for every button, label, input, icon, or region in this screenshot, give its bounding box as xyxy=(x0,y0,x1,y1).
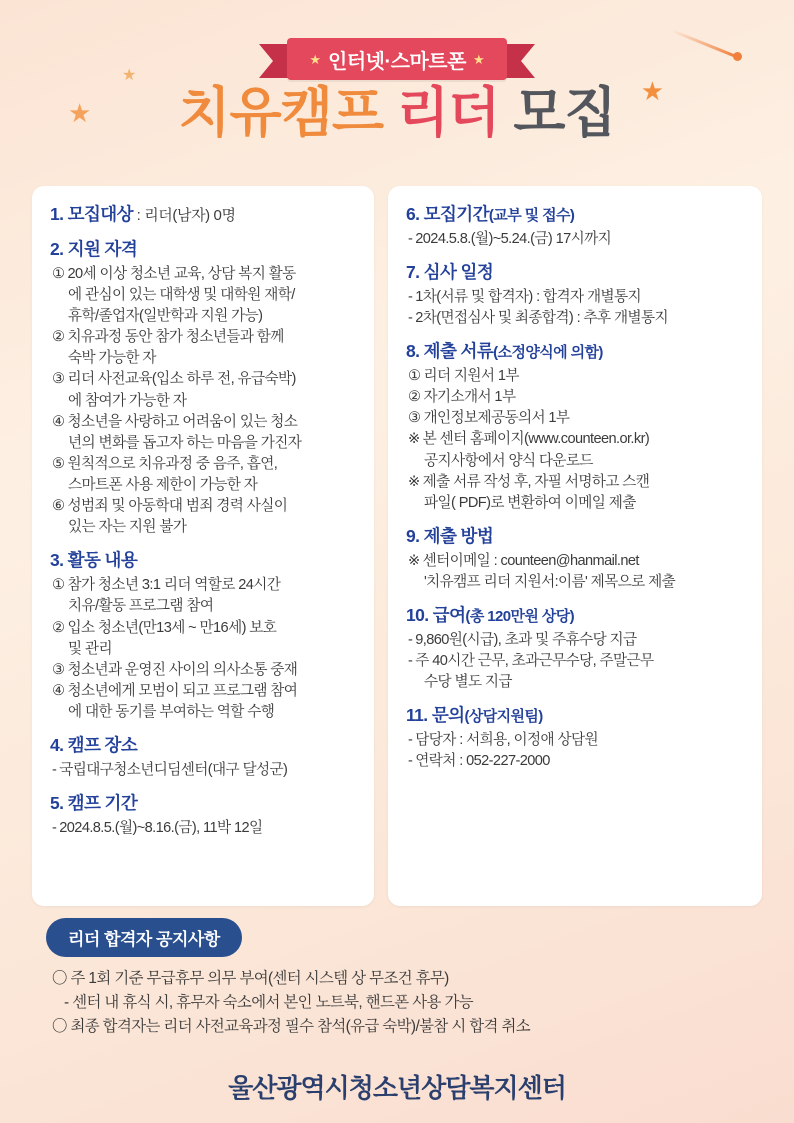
line-text: 주 40시간 근무, 초과근무수당, 주말근무 xyxy=(415,653,654,669)
section-number: 3. xyxy=(50,550,64,571)
line-text: 본 센터 홈페이지(www.counteen.or.kr) xyxy=(422,431,650,448)
section-line xyxy=(52,702,356,722)
section-number: 6. xyxy=(406,204,420,224)
star-decoration-icon: ★ xyxy=(122,67,137,84)
line-text: 치유과정 동안 참가 청소년들과 함께 xyxy=(67,329,284,346)
line-text: 담당자 : 서희용, 이정애 상담원 xyxy=(415,732,598,749)
notice-line: 〇 최종 합격자는 리더 사전교육과정 필수 참석(유급 숙박)/불참 시 합격 취소 xyxy=(52,1017,531,1035)
section-line xyxy=(408,672,744,692)
section-line xyxy=(408,451,744,471)
section-heading xyxy=(406,705,744,727)
section-lines xyxy=(50,818,356,838)
line-marker: ④ xyxy=(52,413,65,430)
section-heading xyxy=(406,526,744,548)
line-text: 청소년에게 모범이 되고 프로그램 참여 xyxy=(67,682,298,699)
section-line xyxy=(52,818,356,838)
line-marker: - xyxy=(408,288,413,305)
section-number: 4. xyxy=(50,735,64,756)
line-text: 숙박 가능한 자 xyxy=(68,350,156,367)
section-heading xyxy=(406,341,744,363)
section-number: 8. xyxy=(406,341,420,362)
section-heading xyxy=(406,262,744,284)
section-lines xyxy=(406,229,744,249)
poster-header xyxy=(0,0,794,178)
section-heading xyxy=(50,204,356,226)
section-line xyxy=(408,651,744,671)
line-text: 파일( PDF)로 변환하여 이메일 제출 xyxy=(424,494,636,511)
line-marker: - xyxy=(408,310,413,326)
line-marker: ② xyxy=(408,389,421,406)
line-marker: ③ xyxy=(408,410,421,427)
section-line xyxy=(52,681,356,701)
section-line xyxy=(408,472,744,492)
notice-badge: 리더 합격자 공지사항 xyxy=(46,918,242,957)
line-text: 원칙적으로 치유과정 중 음주, 흡연, xyxy=(67,455,278,472)
line-marker: ③ xyxy=(52,661,65,678)
section-line xyxy=(408,366,744,386)
section-line xyxy=(52,760,356,780)
notice-list xyxy=(32,967,762,1039)
page-title xyxy=(0,84,794,143)
section-line xyxy=(52,264,356,284)
line-text: 에 참여가 가능한 자 xyxy=(68,392,187,409)
info-section xyxy=(406,204,744,249)
section-line xyxy=(52,433,356,453)
section-line xyxy=(408,408,744,428)
section-lines xyxy=(406,287,744,328)
section-title-sub: (총 120만원 상당) xyxy=(465,608,575,625)
info-section xyxy=(50,793,356,838)
section-line xyxy=(52,618,356,638)
section-heading xyxy=(50,550,356,572)
section-heading xyxy=(406,605,744,627)
line-text: 입소 청소년(만13세 ~ 만16세) 보호 xyxy=(67,619,277,636)
line-text: 센터이메일 : counteen@hanmail.net xyxy=(422,552,639,569)
info-section xyxy=(50,735,356,780)
line-marker: ⑤ xyxy=(52,455,65,472)
line-marker: ③ xyxy=(52,371,65,388)
content-columns xyxy=(32,186,762,906)
notice-section xyxy=(32,918,762,1039)
line-text: 9,860원(시급), 초과 및 주휴수당 지급 xyxy=(415,631,637,648)
line-text: 청소년과 운영진 사이의 의사소통 중재 xyxy=(67,661,298,678)
star-decoration-icon: ★ xyxy=(68,98,92,128)
ribbon-label: 인터넷·스마트폰 xyxy=(328,50,466,73)
line-text: 청소년을 사랑하고 어려움이 있는 청소 xyxy=(67,413,298,430)
line-text: 개인정보제공동의서 1부 xyxy=(423,410,570,427)
line-text: 있는 자는 지원 불가 xyxy=(68,519,187,536)
section-title: 모집기간 xyxy=(423,204,489,224)
section-number: 9. xyxy=(406,525,420,546)
section-lines xyxy=(406,366,744,513)
section-line xyxy=(408,751,744,771)
line-text: 및 관리 xyxy=(68,640,112,657)
line-text: 년의 변화를 돕고자 하는 마음을 가진자 xyxy=(68,434,302,451)
line-marker: - xyxy=(408,230,413,247)
section-line xyxy=(52,454,356,474)
section-line xyxy=(408,308,744,328)
line-text: 에 대한 동기를 부여하는 역할 수행 xyxy=(68,704,275,720)
section-title: 캠프 장소 xyxy=(67,735,138,756)
line-text: 휴학/졸업자(일반학과 지원 가능) xyxy=(68,308,263,324)
section-number: 5. xyxy=(50,793,64,814)
section-title-sub: (상담지원팀) xyxy=(464,708,543,726)
section-line xyxy=(52,575,356,595)
section-line xyxy=(52,517,356,537)
notice-line: 〇 주 1회 기준 무급휴무 의무 부여(센터 시스템 상 무조건 휴무) xyxy=(52,970,449,987)
line-marker: ⑥ xyxy=(52,498,65,515)
section-lines xyxy=(406,551,744,592)
line-marker: ① xyxy=(52,265,65,282)
line-text: 치유/활동 프로그램 참여 xyxy=(68,598,214,615)
section-lines xyxy=(406,730,744,771)
line-marker: ※ xyxy=(408,552,420,569)
line-text: 스마트폰 사용 제한이 가능한 자 xyxy=(68,477,258,493)
section-line xyxy=(408,229,744,249)
line-marker: ② xyxy=(52,329,65,346)
section-title: 제출 방법 xyxy=(423,525,494,546)
star-decoration-icon: ★ xyxy=(640,76,664,106)
organization-name: 울산광역시청소년상담복지센터 xyxy=(228,1073,566,1103)
line-marker: ① xyxy=(52,577,65,594)
line-marker: - xyxy=(408,753,413,770)
section-heading xyxy=(50,239,356,261)
line-text: '치유캠프 리더 지원서:이름' 제목으로 제출 xyxy=(424,573,676,590)
info-section xyxy=(50,204,356,226)
line-marker: - xyxy=(408,732,413,749)
line-text: 에 관심이 있는 대학생 및 대학원 재학/ xyxy=(68,286,295,303)
section-title: 지원 자격 xyxy=(67,238,138,259)
section-title: 급여 xyxy=(432,605,466,625)
line-marker: ※ xyxy=(408,431,420,448)
line-marker: ※ xyxy=(408,473,420,490)
section-line xyxy=(408,387,744,407)
info-section xyxy=(406,705,744,771)
title-part-1: 치유캠프 xyxy=(178,83,383,143)
info-section xyxy=(406,526,744,592)
left-info-card xyxy=(32,186,374,906)
section-lines xyxy=(50,575,356,722)
line-text: 2차(면접심사 및 최종합격) : 추후 개별통지 xyxy=(415,310,668,326)
line-text: 1차(서류 및 합격자) : 합격자 개별통지 xyxy=(415,288,641,305)
info-section xyxy=(406,262,744,328)
line-text: 수당 별도 지급 xyxy=(424,674,512,691)
section-line xyxy=(52,639,356,659)
line-text: 20세 이상 청소년 교육, 상담 복지 활동 xyxy=(67,265,296,282)
line-text: 성범죄 및 아동학대 범죄 경력 사실이 xyxy=(67,498,288,515)
info-section xyxy=(50,239,356,538)
ribbon-star-right-icon: ★ xyxy=(472,51,485,67)
line-text: 참가 청소년 3:1 리더 역할로 24시간 xyxy=(67,577,281,594)
line-text: 2024.5.8.(월)~5.24.(금) 17시까지 xyxy=(415,230,612,247)
line-text: 리더 사전교육(입소 하루 전, 유급숙박) xyxy=(67,371,296,388)
section-title: 심사 일정 xyxy=(423,262,494,282)
line-marker: - xyxy=(52,762,57,778)
section-line xyxy=(408,429,744,449)
section-line xyxy=(52,391,356,411)
title-part-2: 리더 xyxy=(397,83,500,143)
info-section xyxy=(406,605,744,692)
section-number: 11. xyxy=(406,705,428,726)
section-line xyxy=(52,285,356,305)
line-marker: ① xyxy=(408,368,421,384)
section-line xyxy=(52,369,356,389)
section-number: 7. xyxy=(406,262,420,282)
line-text: 자기소개서 1부 xyxy=(423,389,516,406)
notice-line: - 센터 내 휴식 시, 휴무자 숙소에서 본인 노트북, 핸드폰 사용 가능 xyxy=(64,993,473,1011)
section-line xyxy=(52,660,356,680)
section-heading xyxy=(50,735,356,757)
section-lines xyxy=(50,264,356,538)
info-section xyxy=(406,341,744,513)
ribbon-banner xyxy=(259,38,535,84)
section-line xyxy=(52,348,356,368)
section-title: 제출 서류 xyxy=(423,341,494,362)
line-marker: - xyxy=(408,631,413,648)
line-text: 공지사항에서 양식 다운로드 xyxy=(424,452,593,469)
section-line xyxy=(52,475,356,495)
section-title-sub: (교부 및 접수) xyxy=(488,207,575,224)
section-line xyxy=(52,596,356,616)
section-title-sub: (소정양식에 의함) xyxy=(493,344,603,362)
line-text: 연락처 : 052-227-2000 xyxy=(415,753,550,770)
section-line xyxy=(52,306,356,326)
line-marker: - xyxy=(52,820,57,836)
section-line xyxy=(408,630,744,650)
section-title: 문의 xyxy=(431,705,465,726)
section-lines xyxy=(406,630,744,692)
section-heading xyxy=(50,793,356,815)
ribbon-body xyxy=(287,38,507,80)
section-line xyxy=(408,572,744,592)
section-title-suffix: : 리더(남자) 0명 xyxy=(132,207,236,224)
section-number: 2. xyxy=(50,238,64,259)
right-info-card xyxy=(388,186,762,906)
line-text: 2024.8.5.(월)~8.16.(금), 11박 12일 xyxy=(59,820,263,836)
section-number: 10. xyxy=(406,605,429,625)
section-title: 활동 내용 xyxy=(67,550,138,571)
section-lines xyxy=(50,760,356,780)
line-marker: ② xyxy=(52,619,65,636)
line-text: 국립대구청소년디딤센터(대구 달성군) xyxy=(59,762,288,778)
section-line xyxy=(52,412,356,432)
line-marker: - xyxy=(408,653,413,669)
section-line xyxy=(408,287,744,307)
section-title: 모집대상 xyxy=(67,204,133,224)
line-text: 리더 지원서 1부 xyxy=(423,368,519,384)
info-section xyxy=(50,550,356,722)
section-line xyxy=(408,551,744,571)
comet-decoration-icon xyxy=(664,50,742,80)
section-number: 1. xyxy=(50,204,64,224)
section-line xyxy=(408,730,744,750)
line-marker: ④ xyxy=(52,682,65,699)
section-heading xyxy=(406,204,744,226)
title-part-3: 모집 xyxy=(513,83,616,143)
line-text: 제출 서류 작성 후, 자필 서명하고 스캔 xyxy=(422,473,650,490)
section-line xyxy=(52,327,356,347)
section-line xyxy=(52,496,356,516)
section-title: 캠프 기간 xyxy=(67,793,138,814)
ribbon-star-left-icon: ★ xyxy=(309,51,322,67)
section-line xyxy=(408,493,744,513)
